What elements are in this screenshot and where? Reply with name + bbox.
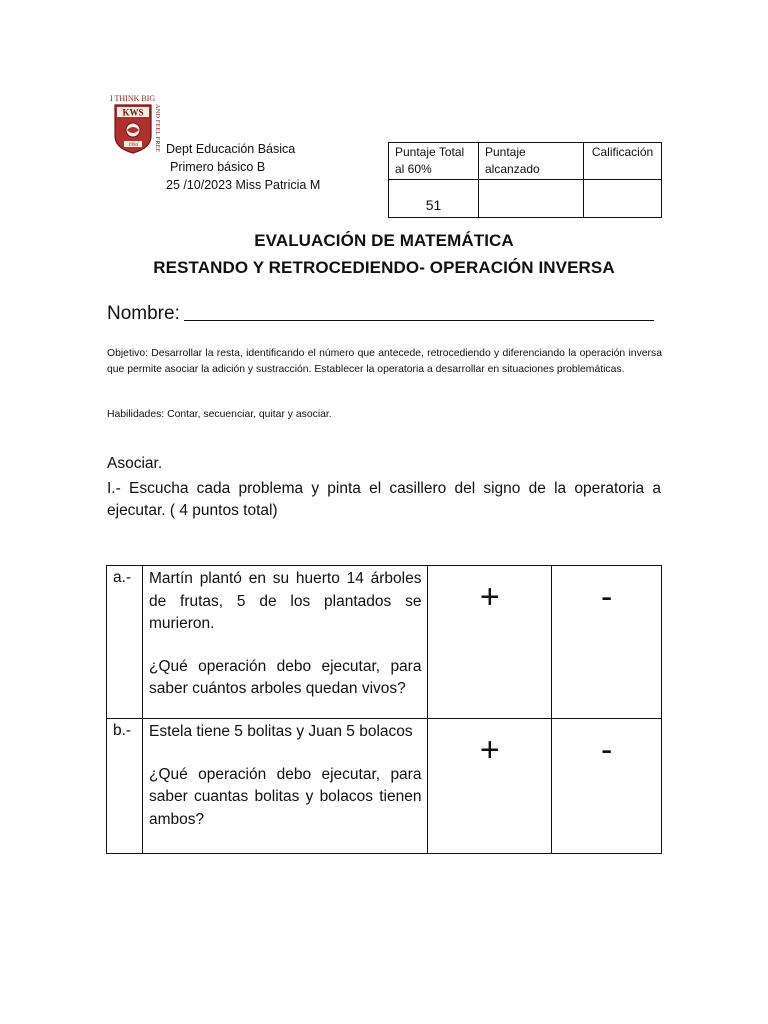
table-row	[107, 566, 662, 719]
plus-sign-cell[interactable]: +	[428, 566, 552, 719]
page-title: EVALUACIÓN DE MATEMÁTICA	[254, 231, 514, 250]
page-subtitle: RESTANDO Y RETROCEDIENDO- OPERACIÓN INVERSA	[153, 258, 615, 277]
logo-year: 1994	[128, 143, 138, 148]
logo-top-text: I THINK BIG	[110, 94, 156, 103]
problem-question: ¿Qué operación debo ejecutar, para saber cuántos arboles quedan vivos?	[148, 657, 422, 697]
school-logo	[110, 92, 166, 156]
objective-text: Objetivo: Desarrollar la resta, identificando el número que antecede, retrocediendo y diferenciando la operación inversa que permite asociar la adición y sustracción. Establecer la operatoria a desarrollar en situaciones problemáticas.	[107, 348, 662, 375]
logo-side-text: AND FEEL FREE	[154, 104, 161, 153]
skills-text: Habilidades: Contar, secuenciar, quitar y asociar.	[107, 409, 332, 420]
name-field[interactable]	[107, 303, 654, 325]
problem-statement: Martín plantó en su huerto 14 árboles de frutas, 5 de los plantados se murieron.	[148, 570, 422, 632]
grade-header: Calificación	[584, 143, 662, 180]
score-table	[388, 142, 662, 218]
score-total-value: 51	[389, 180, 479, 218]
dept-name: Dept Educación Básica	[166, 142, 296, 156]
score-achieved-value[interactable]	[479, 180, 584, 218]
section-instruction: I.- Escucha cada problema y pinta el casillero del signo de la operatoria a ejecutar. ( 4 puntos total)	[107, 480, 661, 519]
problems-table	[106, 565, 662, 854]
logo-initials: KWS	[122, 107, 144, 118]
problem-label: a.-	[107, 566, 143, 719]
minus-sign-cell[interactable]: -	[552, 566, 662, 719]
section-heading: Asociar.	[107, 455, 163, 472]
name-label: Nombre:	[107, 303, 180, 324]
grade: Primero básico B	[170, 160, 266, 174]
problem-label: b.-	[107, 719, 143, 854]
problem-statement: Estela tiene 5 bolitas y Juan 5 bolacos	[148, 723, 413, 740]
table-row	[107, 719, 662, 854]
problem-text	[142, 566, 427, 719]
plus-sign-cell[interactable]: +	[428, 719, 552, 854]
name-line[interactable]	[184, 303, 654, 321]
score-total-header: Puntaje Total al 60%	[389, 143, 479, 180]
problem-question: ¿Qué operación debo ejecutar, para saber cuantas bolitas y bolacos tienen ambos?	[148, 765, 422, 828]
date-teacher: 25 /10/2023 Miss Patricia M	[166, 178, 321, 192]
problem-text	[142, 719, 427, 854]
header-info	[166, 140, 320, 194]
grade-value[interactable]	[584, 180, 662, 218]
minus-sign-cell[interactable]: -	[552, 719, 662, 854]
score-achieved-header: Puntaje alcanzado	[479, 143, 584, 180]
